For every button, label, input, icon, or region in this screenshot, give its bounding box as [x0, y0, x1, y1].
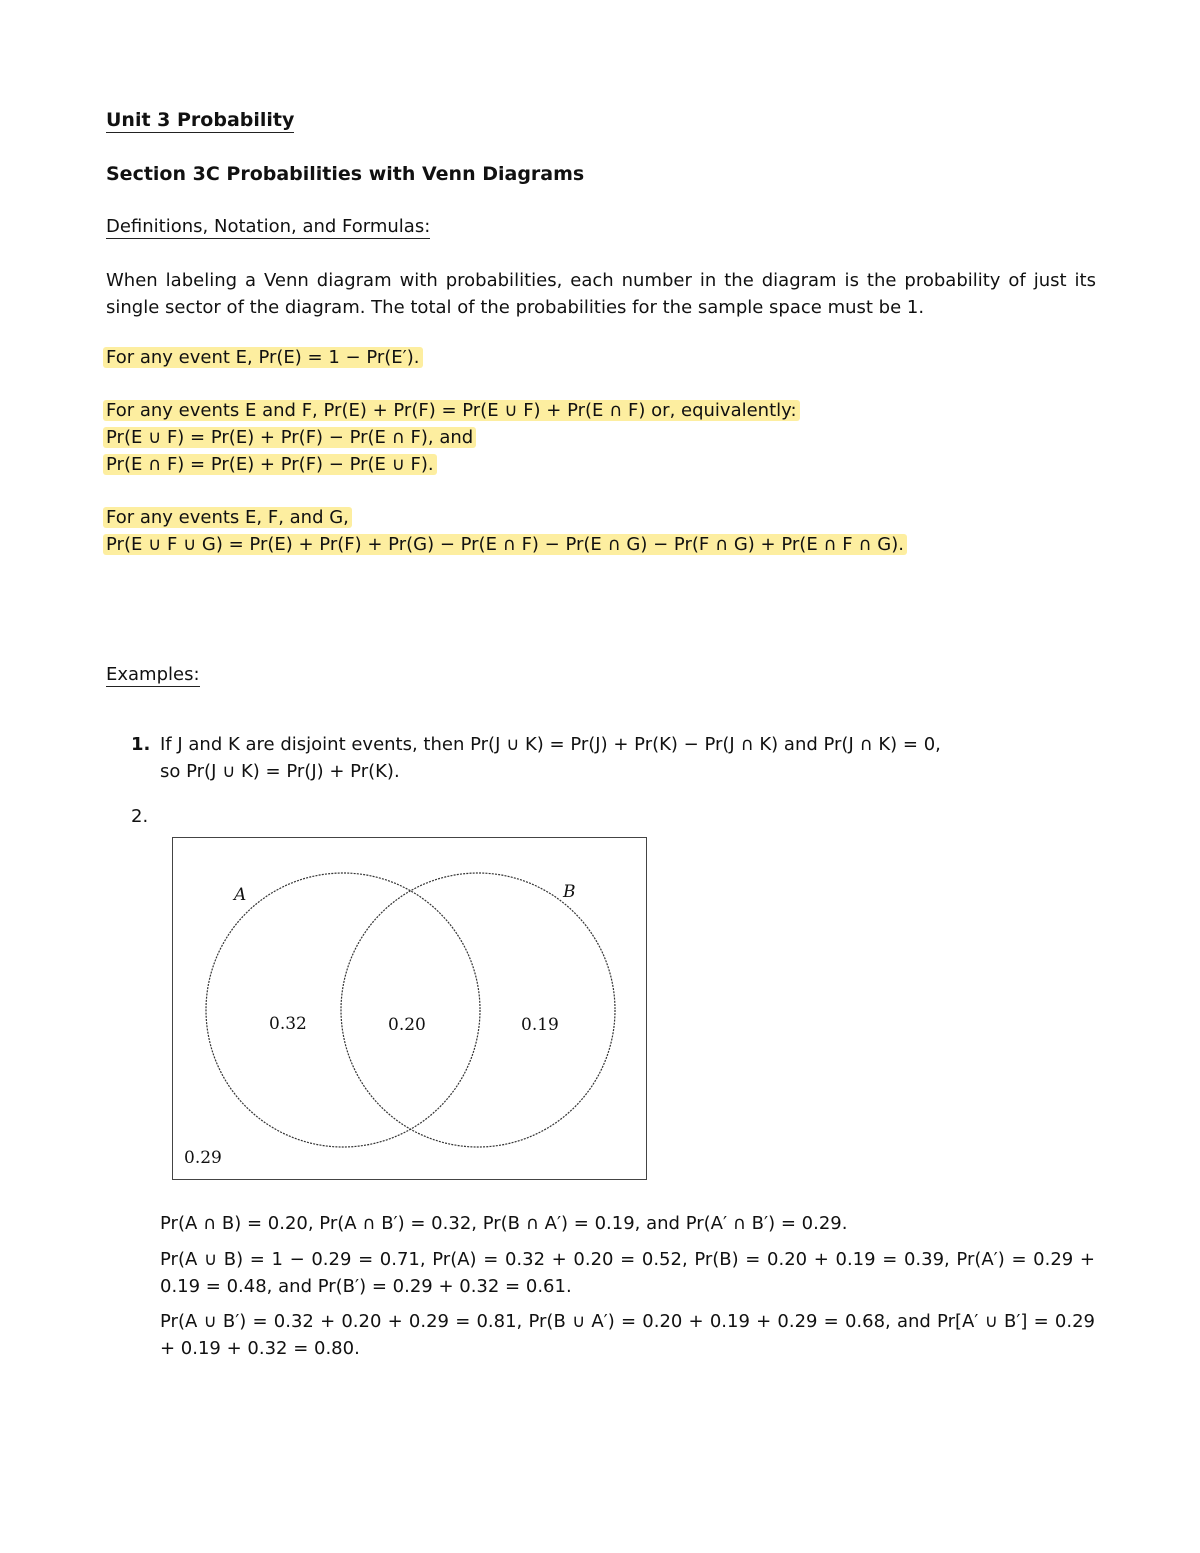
region-b-only: 0.19 [521, 1015, 559, 1035]
complement-rule-text: For any event E, Pr(E) = 1 − Pr(E′). [103, 347, 423, 368]
result-line-1: Pr(A ∩ B) = 0.20, Pr(A ∩ B′) = 0.32, Pr(B ∩ A′) = 0.19, and Pr(A′ ∩ B′) = 0.29. [160, 1213, 848, 1234]
definitions-heading: Definitions, Notation, and Formulas: [106, 216, 431, 237]
union-formula [106, 427, 476, 448]
set-b-circle [341, 873, 615, 1147]
example-1-line-1: If J and K are disjoint events, then Pr(J ∪ K) = Pr(J) + Pr(K) − Pr(J ∩ K) and Pr(J ∩ K) = 0, [160, 734, 941, 755]
region-a-and-b: 0.20 [388, 1015, 426, 1035]
region-outside: 0.29 [184, 1148, 222, 1168]
three-events-formula-text: Pr(E ∪ F ∪ G) = Pr(E) + Pr(F) + Pr(G) − Pr(E ∩ F) − Pr(E ∩ G) − Pr(F ∩ G) + Pr(E ∩ F ∩ G). [103, 534, 907, 555]
set-b-label: B [563, 882, 576, 902]
intersection-formula [106, 454, 437, 475]
two-events-intro-text: For any events E and F, Pr(E) + Pr(F) = Pr(E ∪ F) + Pr(E ∩ F) or, equivalently: [103, 400, 800, 421]
union-formula-text: Pr(E ∪ F) = Pr(E) + Pr(F) − Pr(E ∩ F), and [103, 427, 476, 448]
complement-rule [106, 347, 423, 368]
result-line-3: Pr(A ∪ B′) = 0.32 + 0.20 + 0.29 = 0.81, Pr(B ∪ A′) = 0.20 + 0.19 + 0.29 = 0.68, and Pr[A′ ∪ B′] = 0.29 + 0.19 + 0.32 = 0.80. [160, 1311, 1095, 1359]
set-a-label: A [234, 885, 247, 905]
example-1-line-2: so Pr(J ∪ K) = Pr(J) + Pr(K). [160, 761, 400, 782]
example-2-number: 2. [131, 806, 149, 827]
three-events-intro-text: For any events E, F, and G, [103, 507, 352, 528]
examples-heading: Examples: [106, 664, 200, 685]
three-events-formula [106, 534, 907, 555]
unit-title: Unit 3 Probability [106, 109, 295, 131]
region-a-only: 0.32 [269, 1014, 307, 1034]
intersection-formula-text: Pr(E ∩ F) = Pr(E) + Pr(F) − Pr(E ∪ F). [103, 454, 437, 475]
set-a-circle [206, 873, 480, 1147]
intro-paragraph: When labeling a Venn diagram with probabilities, each number in the diagram is the probability of just its single sector of the diagram. The total of the probabilities for the sample space must be 1. [106, 270, 1096, 318]
section-title: Section 3C Probabilities with Venn Diagrams [106, 163, 585, 185]
venn-diagram [172, 837, 647, 1180]
three-events-intro [106, 507, 352, 528]
two-events-intro [106, 400, 800, 421]
result-line-2: Pr(A ∪ B) = 1 − 0.29 = 0.71, Pr(A) = 0.32 + 0.20 = 0.52, Pr(B) = 0.20 + 0.19 = 0.39, Pr(A′) = 0.29 + 0.19 = 0.48, and Pr(B′) = 0.29 + 0.32 = 0.61. [160, 1249, 1095, 1297]
example-1-number: 1. [131, 734, 151, 755]
